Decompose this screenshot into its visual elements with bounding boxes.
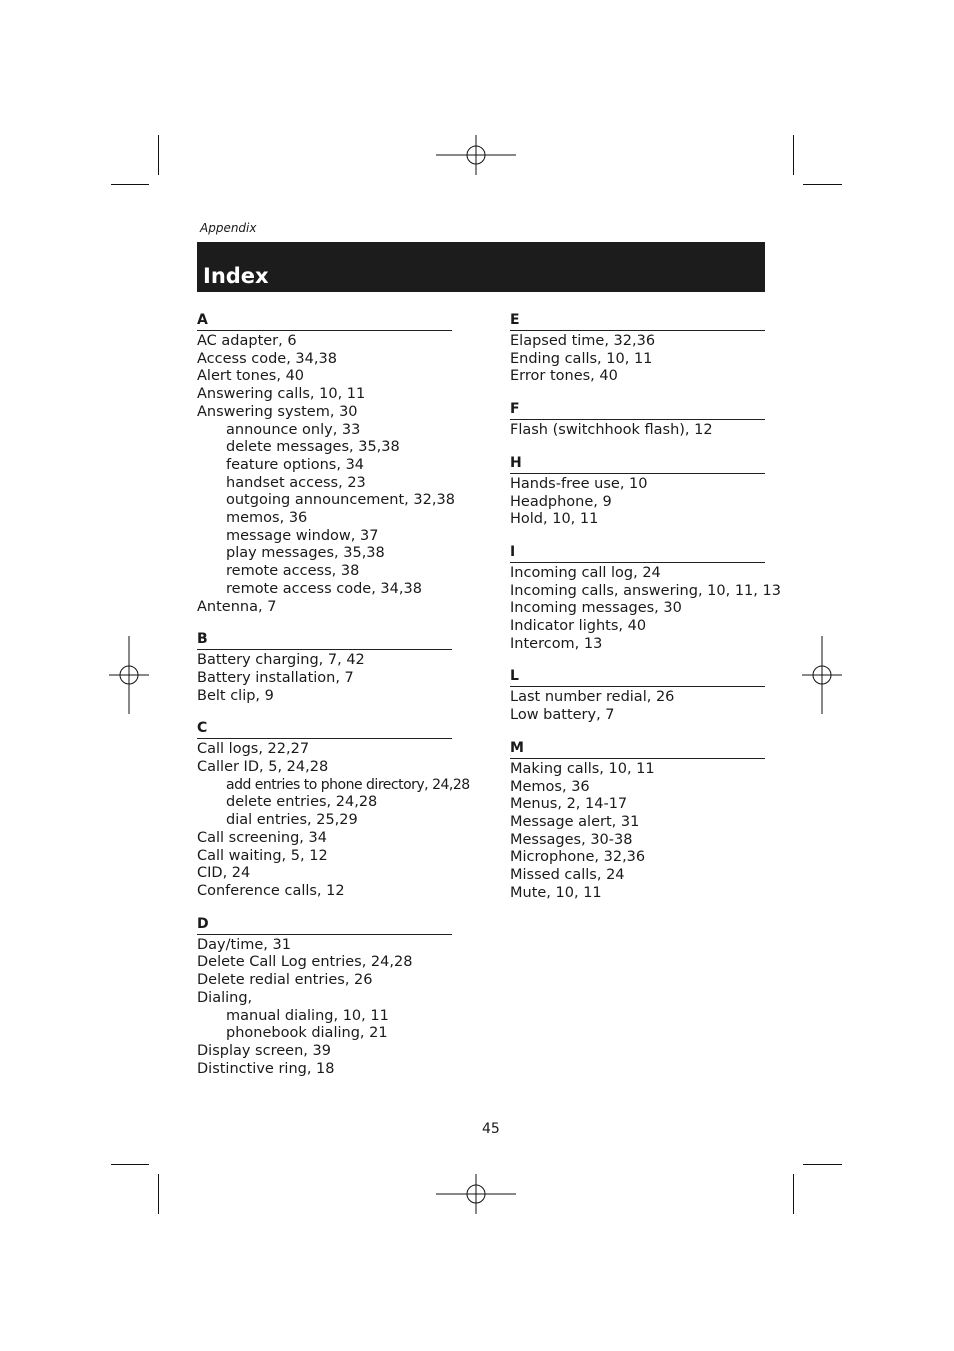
section-label: Appendix [200, 221, 257, 235]
index-entry: Error tones, 40 [510, 368, 618, 385]
index-section-i [510, 542, 781, 654]
section-letter: M [510, 738, 765, 759]
index-entry-list [510, 687, 765, 724]
index-entry-list [510, 563, 781, 654]
index-subentry: announce only, 33 [226, 421, 361, 438]
page-title: Index [203, 264, 269, 288]
index-entry: Intercom, 13 [510, 635, 603, 652]
index-entry: Incoming call log, 24 [510, 564, 661, 581]
index-entry: Ending calls, 10, 11 [510, 350, 653, 367]
section-letter: C [197, 718, 452, 739]
index-entry: Incoming calls, answering, 10, 11, 13 [510, 582, 781, 599]
index-subentry: message window, 37 [226, 527, 379, 544]
index-column-left [197, 310, 470, 1091]
registration-mark-top-icon [436, 135, 516, 175]
index-entry: Conference calls, 12 [197, 882, 345, 899]
index-entry: Menus, 2, 14-17 [510, 796, 628, 813]
index-entry: Message alert, 31 [510, 813, 640, 830]
index-entry: Battery installation, 7 [197, 669, 354, 686]
index-subentry: outgoing announcement, 32,38 [226, 492, 455, 509]
registration-mark-bottom-icon [436, 1174, 516, 1214]
index-entry: Dialing, [197, 989, 253, 1006]
index-entry: Last number redial, 26 [510, 689, 675, 706]
section-letter: F [510, 399, 765, 420]
index-entry: Display screen, 39 [197, 1042, 331, 1059]
index-subentry: remote access code, 34,38 [226, 580, 422, 597]
index-entry: Call logs, 22,27 [197, 741, 310, 758]
index-section-e [510, 310, 765, 386]
index-entry: Delete redial entries, 26 [197, 972, 373, 989]
index-entry: Messages, 30-38 [510, 831, 633, 848]
index-entry-list [197, 935, 452, 1079]
index-entry: Day/time, 31 [197, 936, 291, 953]
index-subentry: delete entries, 24,28 [226, 794, 378, 811]
index-section-a [197, 310, 455, 616]
page-number: 45 [482, 1121, 500, 1137]
crop-mark-bottom-left-horizontal [111, 1164, 149, 1165]
index-section-b [197, 629, 452, 705]
index-subentry: memos, 36 [226, 510, 308, 527]
index-entry: Indicator lights, 40 [510, 618, 647, 635]
index-entry: Low battery, 7 [510, 707, 615, 724]
crop-mark-top-left-vertical [158, 135, 159, 175]
index-entry: Elapsed time, 32,36 [510, 333, 656, 349]
index-entry: Caller ID, 5, 24,28 [197, 759, 329, 776]
crop-mark-top-right-vertical [793, 135, 794, 175]
crop-mark-top-right-horizontal [803, 184, 842, 185]
index-entry-list [510, 420, 765, 440]
registration-mark-left-icon [109, 636, 149, 714]
title-bar [197, 242, 765, 292]
index-section-h [510, 453, 765, 529]
index-entry: Access code, 34,38 [197, 350, 337, 367]
index-subentry: phonebook dialing, 21 [226, 1025, 388, 1042]
index-subentry: remote access, 38 [226, 563, 360, 580]
index-subentry: manual dialing, 10, 11 [226, 1007, 389, 1024]
index-entry-list [510, 474, 765, 529]
index-section-m [510, 738, 765, 903]
index-entry: Hands-free use, 10 [510, 475, 648, 492]
index-entry: Distinctive ring, 18 [197, 1060, 335, 1077]
index-entry-list [510, 759, 765, 903]
index-entry: CID, 24 [197, 865, 251, 882]
crop-mark-bottom-right-vertical [793, 1174, 794, 1214]
index-entry-list [197, 650, 452, 705]
index-entry: Memos, 36 [510, 778, 590, 795]
crop-mark-bottom-right-horizontal [803, 1164, 842, 1165]
index-entry: Hold, 10, 11 [510, 511, 599, 528]
index-section-d [197, 914, 452, 1079]
index-section-f [510, 399, 765, 440]
index-entry: Delete Call Log entries, 24,28 [197, 954, 413, 971]
index-entry: Making calls, 10, 11 [510, 760, 655, 777]
index-section-c [197, 718, 470, 900]
section-letter: L [510, 666, 765, 687]
index-entry: Answering calls, 10, 11 [197, 386, 366, 403]
index-entry-list [197, 739, 470, 900]
index-entry-list [197, 331, 455, 616]
index-subentry: delete messages, 35,38 [226, 439, 400, 456]
crop-mark-bottom-left-vertical [158, 1174, 159, 1214]
index-entry: Flash (switchhook flash), 12 [510, 422, 713, 439]
crop-mark-top-left-horizontal [111, 184, 149, 185]
registration-mark-right-icon [802, 636, 842, 714]
index-subentry: play messages, 35,38 [226, 545, 385, 562]
index-entry-list [510, 331, 765, 386]
index-entry: Battery charging, 7, 42 [197, 652, 365, 669]
index-subentry: handset access, 23 [226, 474, 366, 491]
index-entry: Alert tones, 40 [197, 368, 305, 385]
index-section-l [510, 666, 765, 724]
index-entry: Call waiting, 5, 12 [197, 847, 328, 864]
index-subentry: feature options, 34 [226, 456, 365, 473]
index-entry: Call screening, 34 [197, 829, 327, 846]
index-entry: AC adapter, 6 [197, 333, 297, 349]
index-entry: Answering system, 30 [197, 403, 358, 420]
index-column-right [510, 310, 781, 915]
section-letter: D [197, 914, 452, 935]
section-letter: A [197, 310, 452, 331]
index-entry: Antenna, 7 [197, 598, 277, 615]
index-subentry: add entries to phone directory, 24,28 [226, 776, 470, 793]
section-letter: E [510, 310, 765, 331]
index-entry: Missed calls, 24 [510, 867, 625, 884]
section-letter: H [510, 453, 765, 474]
section-letter: B [197, 629, 452, 650]
index-entry: Mute, 10, 11 [510, 884, 602, 901]
index-entry: Incoming messages, 30 [510, 600, 682, 617]
index-entry: Headphone, 9 [510, 493, 612, 510]
index-entry: Microphone, 32,36 [510, 849, 646, 866]
index-entry: Belt clip, 9 [197, 687, 274, 704]
index-subentry: dial entries, 25,29 [226, 812, 358, 829]
section-letter: I [510, 542, 765, 563]
